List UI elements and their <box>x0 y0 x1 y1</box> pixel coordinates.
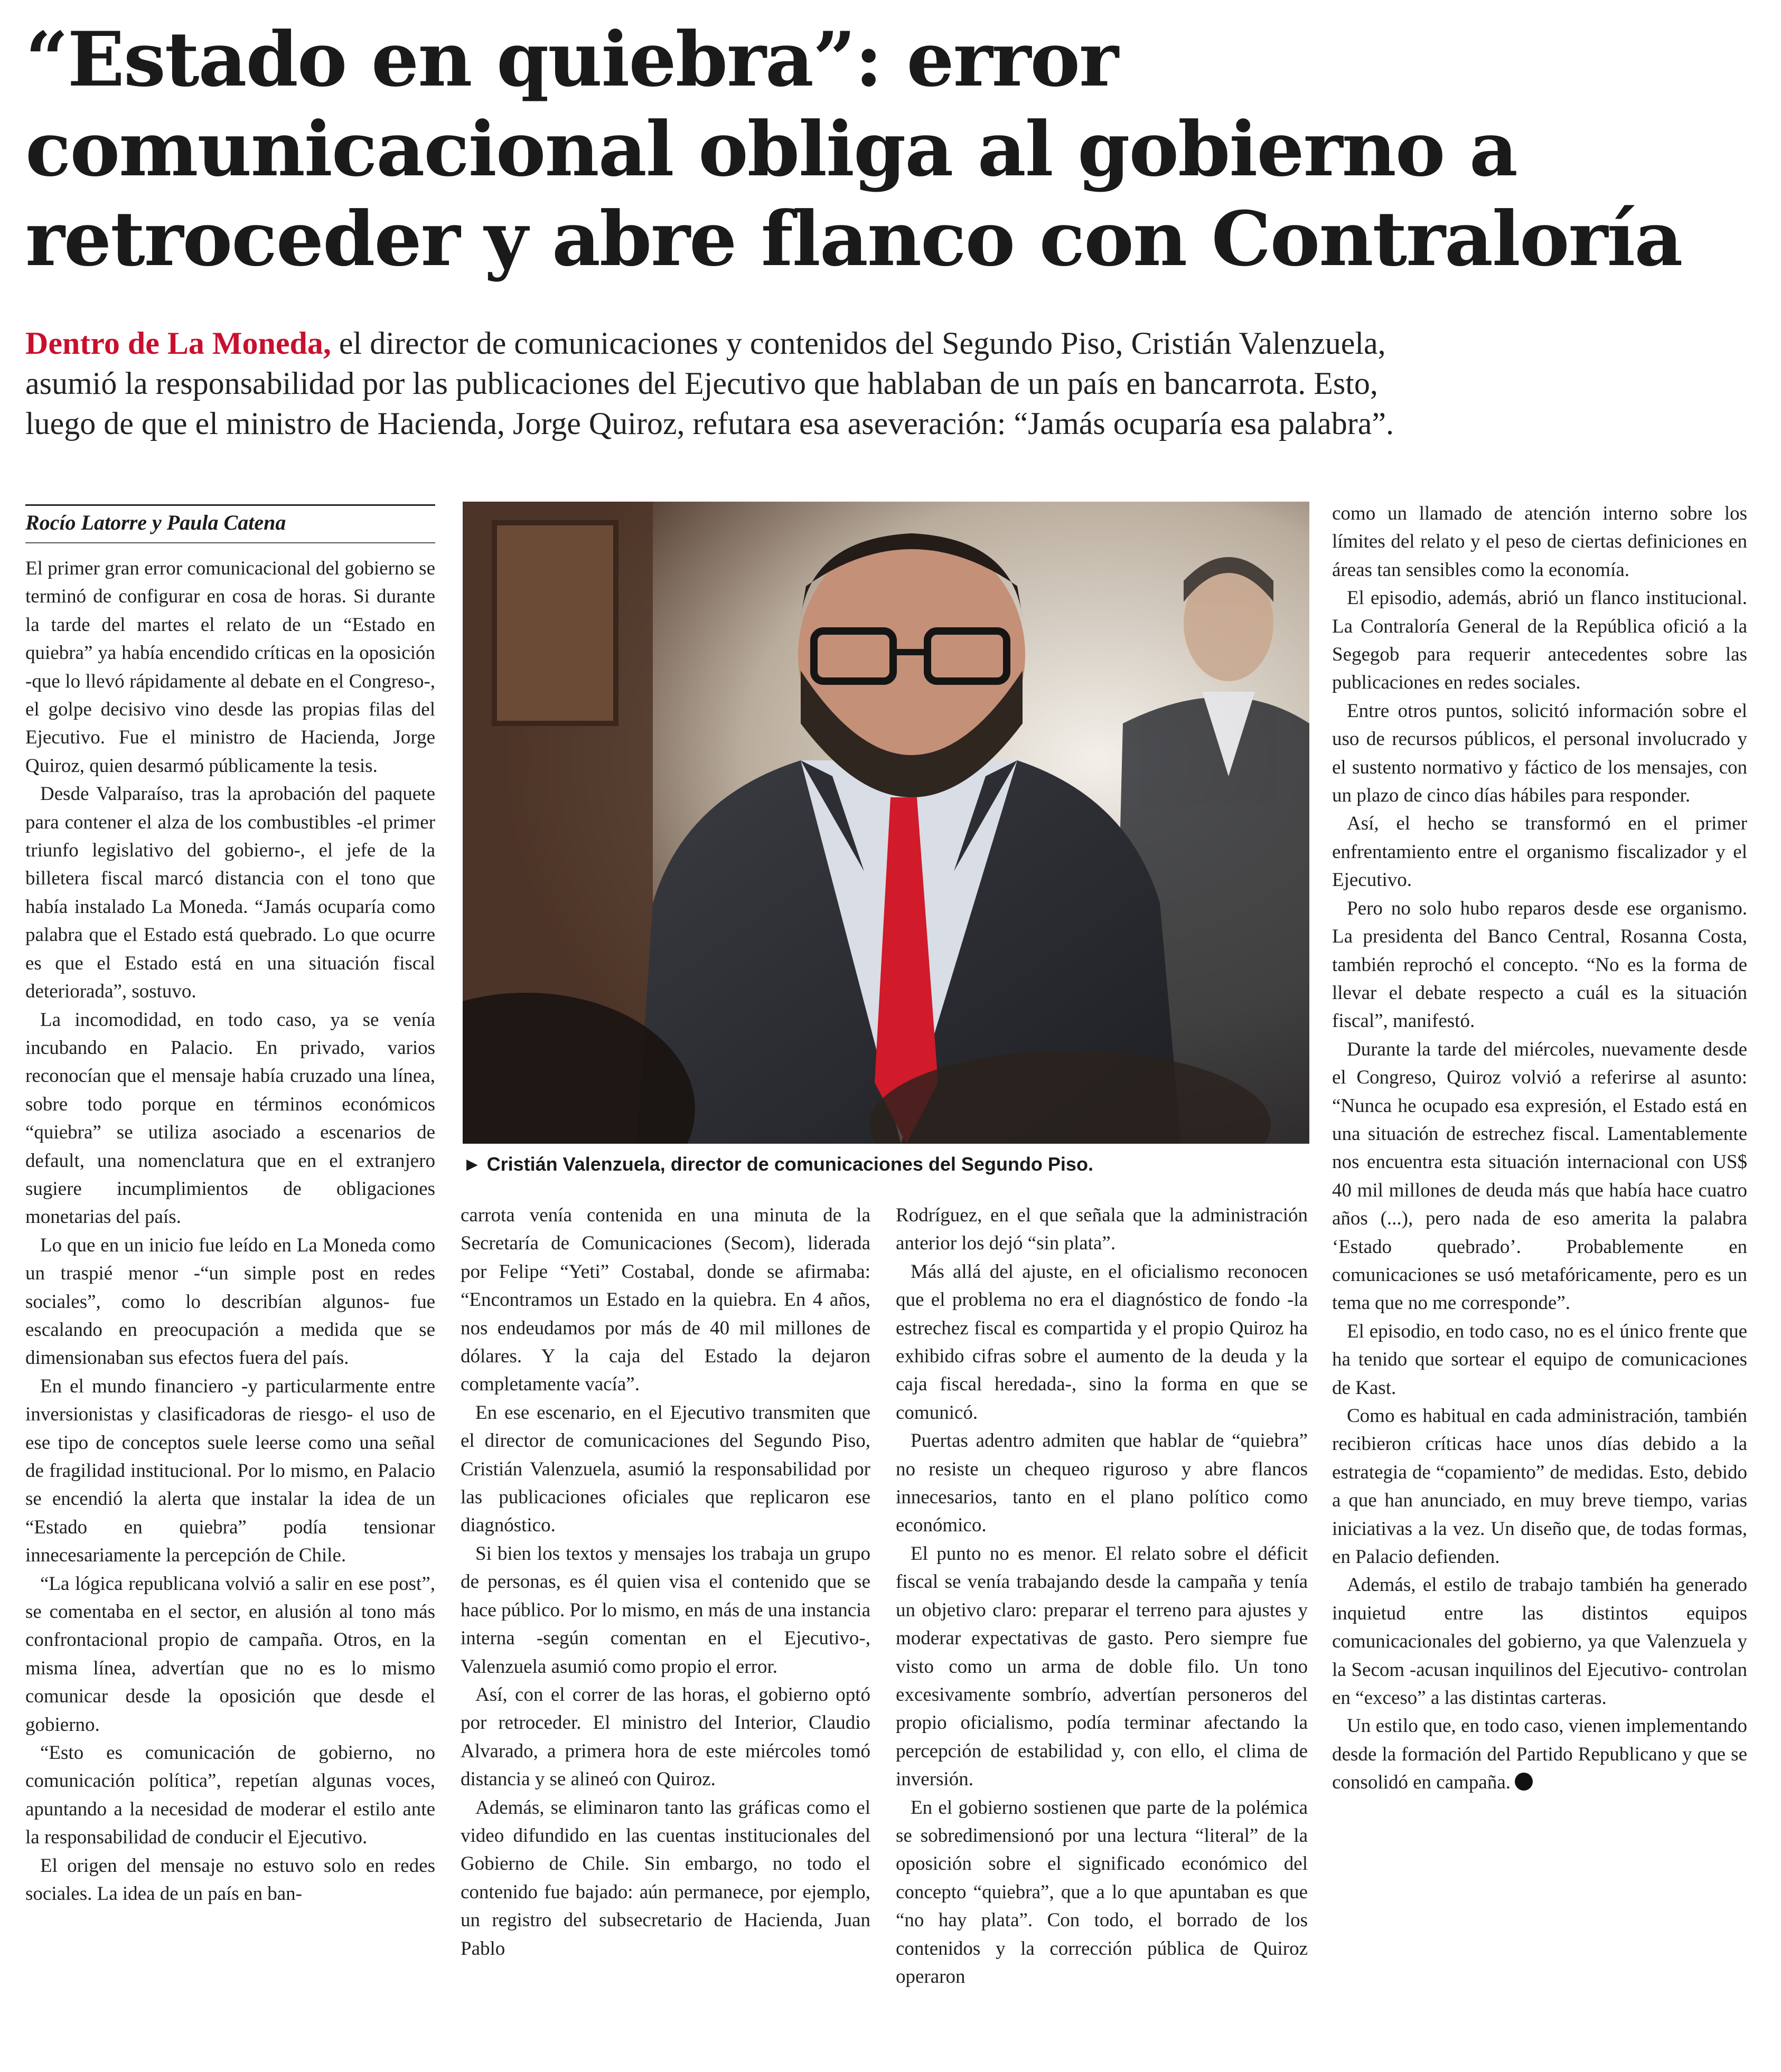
paragraph: Más allá del ajuste, en el oficialismo reconocen que el problema no era el diagnóstico de fondo -la estrechez fiscal es compartida y el propio Quiroz ha exhibido cifras sobre el aumento de la deuda y la caja fiscal heredada-, sino la forma en que se comunicó. <box>896 1260 1308 1424</box>
byline: Rocío Latorre y Paula Catena <box>25 511 286 534</box>
lead-kicker: Dentro de La Moneda, <box>25 326 331 361</box>
paragraph: Lo que en un inicio fue leído en La Moneda como un traspié menor -“un simple post en redes sociales”, como lo describían algunos- fue escalando en preocupación a medida que se dimensionaban sus efectos fuera del país. <box>25 1234 435 1369</box>
article-column-3 <box>896 1201 1308 2038</box>
paragraph: “La lógica republicana volvió a salir en ese post”, se comentaba en el sector, en alusión al tono más confrontacional propio de campaña. Otros, en la misma línea, advertían que no es lo mismo comunicar desde la oposición que desde el gobierno. <box>25 1572 435 1736</box>
paragraph: El origen del mensaje no estuvo solo en redes sociales. La idea de un país en ban- <box>25 1854 435 1905</box>
lead-line-1-text: el director de comunicaciones y contenidos del Segundo Piso, Cristián Valenzuela, <box>331 326 1386 361</box>
article-photo <box>463 502 1309 1144</box>
lead-paragraph <box>25 323 1758 444</box>
paragraph: En ese escenario, en el Ejecutivo transmiten que el director de comunicaciones del Segundo Piso, Cristián Valenzuela, asumió la responsabilidad por las publicaciones oficiales que replicaron ese diagnóstico. <box>461 1401 870 1537</box>
paragraph: Puertas adentro admiten que hablar de “quiebra” no resiste un chequeo riguroso y abre flancos innecesarios, tanto en el plano político como económico. <box>896 1430 1308 1537</box>
paragraph: Como es habitual en cada administración, también recibieron críticas hace unos días debido a la estrategia de “copamiento” de medidas. Esto, debido a que han anunciado, en muy breve tiempo, varias iniciativas a la vez. Un diseño que, de todas formas, en Palacio defienden. <box>1332 1405 1747 1568</box>
headline-line-2: comunicacional obliga al gobierno a <box>25 106 1517 193</box>
paragraph: Si bien los textos y mensajes los trabaja un grupo de personas, es él quien visa el contenido que se hace público. Por lo mismo, en más de una instancia interna -según comentan en el Ejecutivo-, Valenzuela asumió como propio el error. <box>461 1542 870 1678</box>
paragraph: En el mundo financiero -y particularmente entre inversionistas y clasificadoras de riesgo- el uso de ese tipo de conceptos suele leerse como una señal de fragilidad institucional. Por lo mismo, en Palacio se encendió la alerta que instalar la idea de un “Estado en quiebra” podía tensionar innecesariamente la percepción de Chile. <box>25 1375 435 1567</box>
paragraph: Entre otros puntos, solicitó información sobre el uso de recursos públicos, el personal involucrado y el sustento normativo y fáctico de los mensajes, con un plazo de cinco días hábiles para responder. <box>1332 700 1747 807</box>
paragraph: Pero no solo hubo reparos desde ese organismo. La presidenta del Banco Central, Rosanna Costa, también reprochó el concepto. “No es la forma de llevar el debate respecto a cuál es la situación fiscal”, manifestó. <box>1332 897 1747 1032</box>
caption-arrow-icon: ► <box>463 1153 482 1175</box>
byline-rule-bottom <box>25 542 435 543</box>
paragraph: Así, con el correr de las horas, el gobierno optó por retroceder. El ministro del Interior, Claudio Alvarado, a primera hora de este miércoles tomó distancia y se alineó con Quiroz. <box>461 1683 870 1791</box>
paragraph: Durante la tarde del miércoles, nuevamente desde el Congreso, Quiroz volvió a referirse al asunto: “Nunca he ocupado esa expresión, el Estado está en una situación de estrechez fiscal. Lamentablemente nos encuentra esta situación internacional con US$ 40 mil millones de deuda más que había hace cuatro años (...), pero nada de eso amerita la palabra ‘Estado quebrado’. Probablemente en comunicaciones se usó metafóricamente, pero es un tema que no me corresponde”. <box>1332 1038 1747 1314</box>
paragraph-text: Un estilo que, en todo caso, vienen implementando desde la formación del Partido Republicano y que se consolidó en campaña. <box>1332 1715 1747 1794</box>
paragraph: carrota venía contenida en una minuta de la Secretaría de Comunicaciones (Secom), liderada por Felipe “Yeti” Costabal, donde se afirmaba: “Encontramos un Estado en la quiebra. En 4 años, nos endeudamos por más de 40 mil millones de dólares. Y la caja del Estado la dejaron completamente vacía”. <box>461 1204 870 1396</box>
headline <box>25 15 1747 284</box>
headline-line-1: “Estado en quiebra”: error <box>25 16 1118 103</box>
paragraph: como un llamado de atención interno sobre los límites del relato y el peso de ciertas definiciones en áreas tan sensibles como la economía. <box>1332 503 1747 581</box>
paragraph: La incomodidad, en todo caso, ya se venía incubando en Palacio. En privado, varios reconocían que el mensaje había cruzado una línea, sobre todo porque en términos económicos “quiebra” se utiliza asociado a escenarios de default, una nomenclatura que en el extranjero sugiere incumplimientos de obligaciones monetarias del país. <box>25 1009 435 1228</box>
paragraph: Rodríguez, en el que señala que la administración anterior los dejó “sin plata”. <box>896 1204 1308 1255</box>
paragraph: El episodio, además, abrió un flanco institucional. La Contraloría General de la República ofició a la Segegob para requerir antecedentes sobre las publicaciones en redes sociales. <box>1332 587 1747 694</box>
door-panel <box>494 523 616 723</box>
caption-text: Cristián Valenzuela, director de comunicaciones del Segundo Piso. <box>486 1153 1093 1175</box>
paragraph: El primer gran error comunicacional del gobierno se terminó de configurar en cosa de horas. Si durante la tarde del martes el relato de un “Estado en quiebra” ya había encendido críticas en la oposición -que lo llevó rápidamente al debate en el Congreso-, el golpe decisivo vino desde las propias filas del Ejecutivo. Fue el ministro de Hacienda, Jorge Quiroz, quien desarmó públicamente la tesis. <box>25 558 435 777</box>
article-column-1 <box>25 554 435 2038</box>
lead-line-2: asumió la responsabilidad por las publicaciones del Ejecutivo que hablaban de un país en bancarrota. Esto, <box>25 366 1378 401</box>
byline-rule-top <box>25 504 435 506</box>
paragraph: El punto no es menor. El relato sobre el déficit fiscal se venía trabajando desde la campaña y tenía un objetivo claro: preparar el terreno para ajustes y moderar expectativas de gasto. Pero siempre fue visto como un arma de doble filo. Un tono excesivamente sombrío, advertían personeros del propio oficialismo, podía terminar afectando la percepción de estabilidad y, con ello, el clima de inversión. <box>896 1542 1308 1791</box>
paragraph: En el gobierno sostienen que parte de la polémica se sobredimensionó por una lectura “literal” de la oposición sobre el significado económico del concepto “quiebra”, que a lo que apuntaban es que “no hay plata”. Con todo, el borrado de los contenidos y la corrección pública de Quiroz operaron <box>896 1796 1308 1988</box>
lead-line-1 <box>25 323 1758 363</box>
photo-caption <box>463 1151 1309 1178</box>
paragraph: Además, el estilo de trabajo también ha generado inquietud entre las distintos equipos comunicacionales del gobierno, ya que Valenzuela y la Secom -acusan inquilinos del Ejecutivo- controlan en “exceso” a las distintas carteras. <box>1332 1574 1747 1709</box>
photo-illustration <box>463 502 1309 1144</box>
paragraph: El episodio, en todo caso, no es el único frente que ha tenido que sortear el equipo de comunicaciones de Kast. <box>1332 1320 1747 1399</box>
headline-line-3: retroceder y abre flanco con Contraloría <box>25 195 1682 283</box>
lead-line-3: luego de que el ministro de Hacienda, Jorge Quiroz, refutara esa aseveración: “Jamás ocuparía esa palabra”. <box>25 406 1394 441</box>
article-column-2 <box>461 1201 870 2038</box>
last-paragraph <box>1332 1712 1747 1796</box>
paragraph: “Esto es comunicación de gobierno, no comunicación política”, repetían algunas voces, apuntando a la necesidad de moderar el estilo ante la responsabilidad de conducir el Ejecutivo. <box>25 1742 435 1849</box>
paragraph: Además, se eliminaron tanto las gráficas como el video difundido en las cuentas institucionales del Gobierno de Chile. Sin embargo, no todo el contenido fue bajado: aún permanece, por ejemplo, un registro del subsecretario de Hacienda, Juan Pablo <box>461 1796 870 1960</box>
paragraph: Así, el hecho se transformó en el primer enfrentamiento entre el organismo fiscalizador y el Ejecutivo. <box>1332 813 1747 891</box>
article-column-4 <box>1332 500 1747 2038</box>
end-mark-icon <box>1515 1773 1533 1791</box>
paragraph: Desde Valparaíso, tras la aprobación del paquete para contener el alza de los combustibles -el primer triunfo legislativo del gobierno-, el jefe de la billetera fiscal marcó distancia con el tono que había instalado La Moneda. “Jamás ocuparía como palabra que el Estado está quebrado. Lo que ocurre es que el Estado está en una situación fiscal deteriorada”, sostuvo. <box>25 783 435 1003</box>
